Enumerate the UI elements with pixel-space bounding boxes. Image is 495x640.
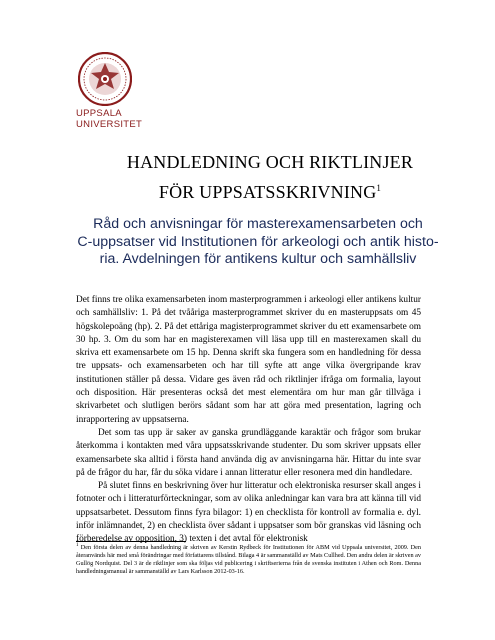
university-name bbox=[76, 108, 146, 130]
title-footnote-marker: 1 bbox=[376, 183, 382, 193]
body-paragraph-1: Det finns tre olika examensarbeten inom masterprogrammen i arkeologi eller antikens kultur och samhällsliv: 1. På det tvååriga masterprogrammet skriver du en masteruppsats om 45 högskolepoäng (hp). 2. På det ettåriga magisterprogrammet skriver du ett examensarbete om 30 hp. 3. Om du som har en magisterexamen vill läsa upp till en masterexamen skall du skriva ett examensarbete om 15 hp. Denna skrift ska fungera som en handledning för dessa tre uppsats- och examensarbeten och har till syfte att ange vilka övergripande krav institutionen ställer på dessa. Vidare ges även råd och riktlinjer ifråga om formalia, layout och disposition. Här presenteras också det mest elementära om hur man går tillväga i skrivarbetet och slutligen berörs sådant som har att göra med presentation, lagring och inrapportering av uppsatserna. bbox=[76, 295, 421, 425]
document-title-line2-text: FÖR UPPSATSSKRIVNING bbox=[158, 182, 377, 202]
university-seal-icon bbox=[78, 52, 132, 106]
body-text bbox=[76, 294, 421, 547]
document-title-line2 bbox=[60, 182, 480, 202]
subtitle-line3: ria. Avdelningen för antikens kultur och samhällsliv bbox=[99, 251, 417, 267]
subtitle-line1: Råd och anvisningar för masterexamensarbeten och bbox=[93, 216, 423, 232]
footnote-divider bbox=[76, 541, 186, 542]
document-subtitle bbox=[28, 216, 488, 269]
university-name-line1: UPPSALA bbox=[76, 108, 122, 119]
document-title-line1: HANDLEDNING OCH RIKTLINJER bbox=[126, 152, 414, 172]
footnote-text: Den första delen av denna handledning är skriven av Kerstin Rydbeck för Institutionen för ABM vid Uppsala universitet, 2009. Den återanvänds här med små förändringar med författarens tillstånd. Bilaga 4 är sammanställd av Mats Cullhed. Den andra delen är skriven av Gullög Nordquist. Del 3 är de riktlinjer som ska följas vid publicering i skriftserierna från de svenska instituten i Athen och Rom. Denna handledningsmanual är sammanställd av Lars Karlsson 2012-03-16. bbox=[76, 544, 421, 576]
body-paragraph-3: På slutet finns en beskrivning över hur litteratur och elektroniska resurser skall anges i fotnoter och i litteraturförteckningar, som av olika anledningar kan vara bra att känna till vid uppsatsarbetet. Dessutom finns fyra bilagor: 1) en checklista för kontroll av formalia e. dyl. inför inlämnandet, 2) en checklista över sådant i uppsatser som bör granskas vid läsning och förberedelse av opposition, 3) texten i det avtal för elektronisk bbox=[76, 481, 421, 545]
body-paragraph-2: Det som tas upp är saker av ganska grundläggande karaktär och frågor som brukar återkomma i kontakten med våra uppsatsskrivande studenter. Du som skriver uppsats eller examensarbete ska alltid i första hand använda dig av anvisningarna här. Hittar du inte svar på de frågor du har, får du söka vidare i annan litteratur eller resonera med din handledare. bbox=[76, 427, 421, 478]
university-name-line2: UNIVERSITET bbox=[76, 119, 143, 130]
subtitle-line2: C-uppsatser vid Institutionen för arkeologi och antik histo- bbox=[77, 233, 439, 250]
footnote-marker: 1 bbox=[76, 542, 79, 548]
footnote bbox=[76, 544, 421, 576]
